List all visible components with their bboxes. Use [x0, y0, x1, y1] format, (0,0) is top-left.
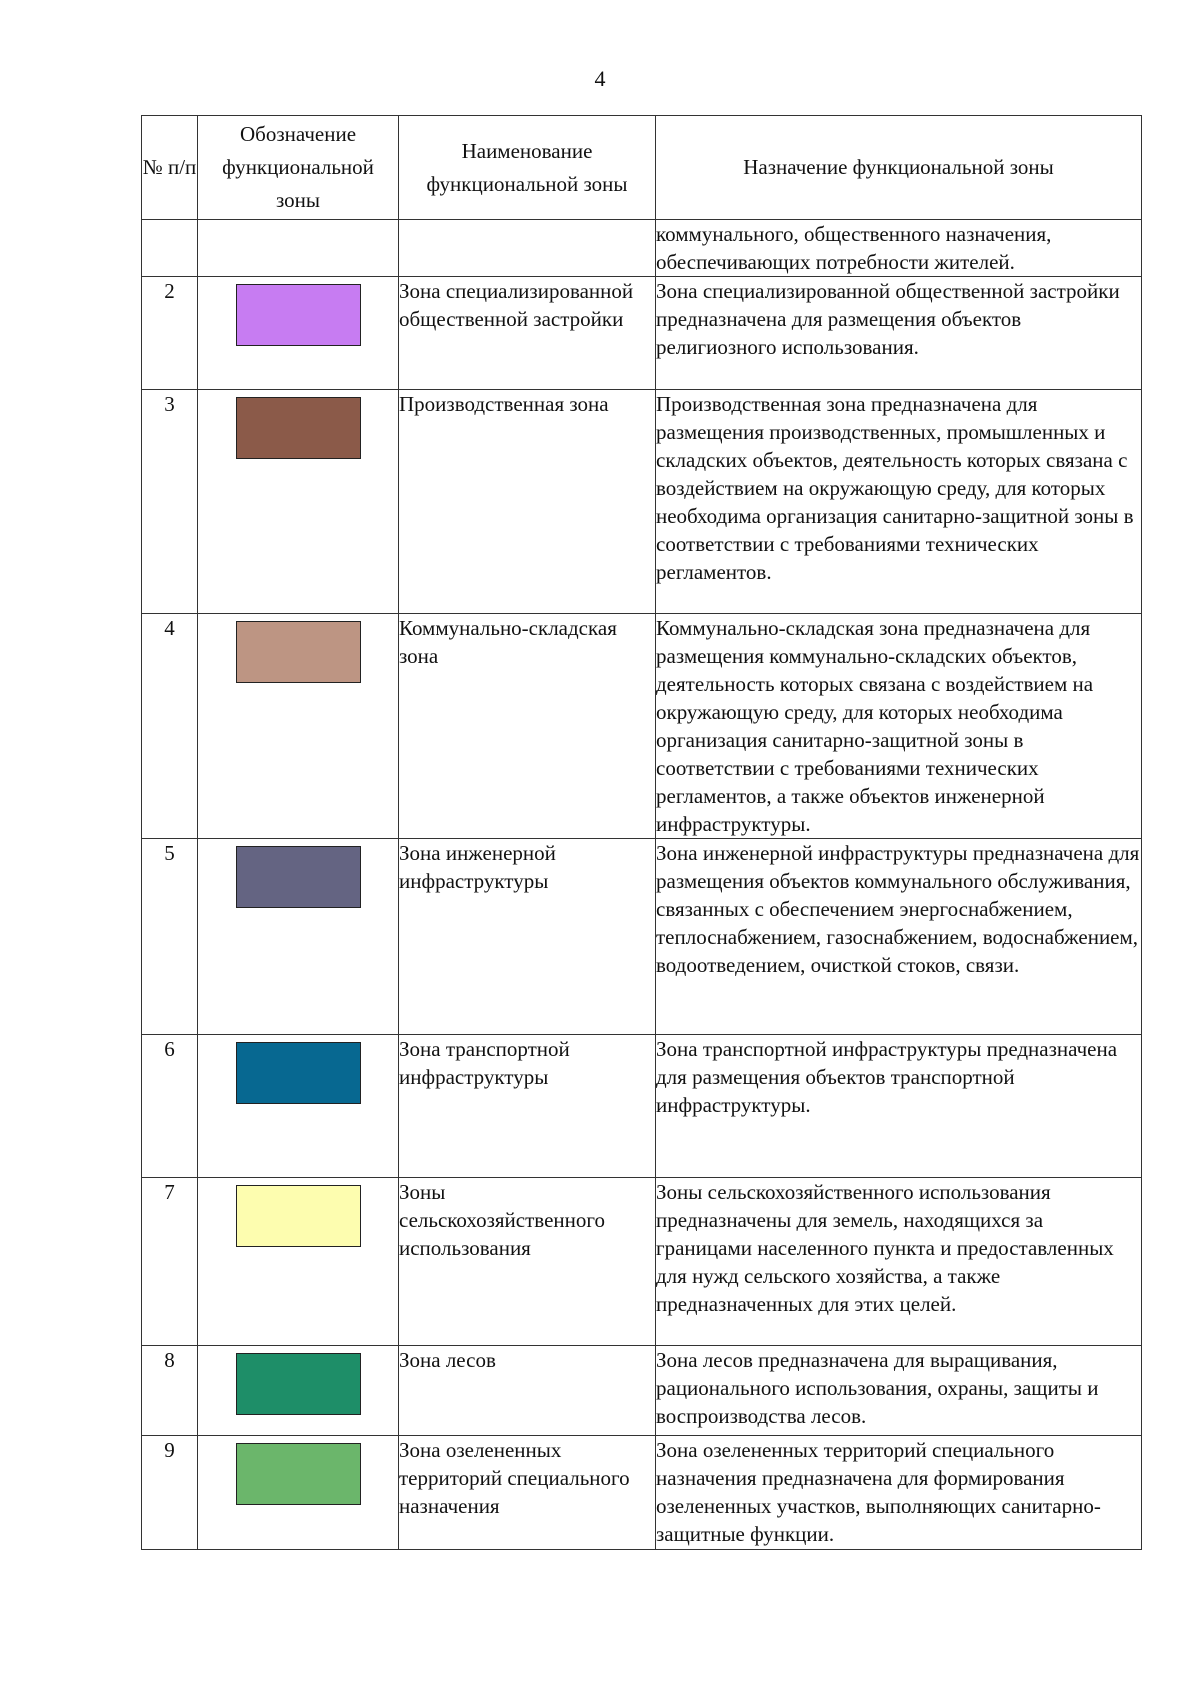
row-number: 2	[142, 277, 198, 390]
zone-purpose: Зона специализированной общественной застройки предназначена для размещения объектов религиозного использования.	[656, 277, 1142, 390]
zone-color-swatch	[236, 621, 361, 683]
zone-designation-cell	[198, 1178, 399, 1346]
row-number: 3	[142, 390, 198, 614]
table-row	[142, 839, 1142, 1035]
row-number: 9	[142, 1436, 198, 1550]
zone-purpose: Зона инженерной инфраструктуры предназначена для размещения объектов коммунального обслуживания, связанных с обеспечением энергоснабжением, теплоснабжением, газоснабжением, водоснабжением, водоотведением, очисткой стоков, связи.	[656, 839, 1142, 1035]
zone-purpose: Зона озелененных территорий специального назначения предназначена для формирования озелененных участков, выполняющих санитарно-защитные функции.	[656, 1436, 1142, 1550]
zone-color-swatch	[236, 1353, 361, 1415]
zone-name: Зона специализированной общественной застройки	[399, 277, 656, 390]
row-number: 5	[142, 839, 198, 1035]
table-row	[142, 1436, 1142, 1550]
zone-color-swatch	[236, 397, 361, 459]
zone-color-swatch	[236, 1443, 361, 1505]
zone-designation-cell	[198, 390, 399, 614]
zone-name: Зона инженерной инфраструктуры	[399, 839, 656, 1035]
zone-designation-cell	[198, 277, 399, 390]
zone-purpose: Коммунально-складская зона предназначена для размещения коммунально-складских объектов, деятельность которых связана с воздействием на окружающую среду, для которых необходима организация санитарно-защитной зоны в соответствии с требованиями технических регламентов, а также объектов инженерной инфраструктуры.	[656, 614, 1142, 839]
page-number: 4	[594, 66, 606, 91]
zone-designation-cell	[198, 614, 399, 839]
table-header-row	[142, 116, 1142, 220]
header-name: Наименование функциональной зоны	[399, 116, 656, 220]
table-row	[142, 1178, 1142, 1346]
table-row	[142, 277, 1142, 390]
zone-designation-cell	[198, 839, 399, 1035]
zone-name: Коммунально-складская зона	[399, 614, 656, 839]
row-number: 4	[142, 614, 198, 839]
table-row	[142, 1035, 1142, 1178]
zone-name: Зона лесов	[399, 1346, 656, 1436]
zone-color-swatch	[236, 1042, 361, 1104]
table-row	[142, 1346, 1142, 1436]
header-num: № п/п	[142, 116, 198, 220]
zone-color-swatch	[236, 846, 361, 908]
functional-zones-table	[141, 115, 1142, 1550]
zone-designation-cell	[198, 1346, 399, 1436]
zone-color-swatch	[236, 284, 361, 346]
zone-purpose: Зона транспортной инфраструктуры предназначена для размещения объектов транспортной инфраструктуры.	[656, 1035, 1142, 1178]
zone-designation-cell	[198, 1035, 399, 1178]
table-row	[142, 390, 1142, 614]
zone-name: Зоны сельскохозяйственного использования	[399, 1178, 656, 1346]
zone-color-swatch	[236, 1185, 361, 1247]
header-designation: Обозначение функциональной зоны	[198, 116, 399, 220]
continuation-row	[142, 220, 1142, 277]
row-number: 8	[142, 1346, 198, 1436]
zone-name: Производственная зона	[399, 390, 656, 614]
zone-purpose: Производственная зона предназначена для размещения производственных, промышленных и складских объектов, деятельность которых связана с воздействием на окружающую среду, для которых необходима организация санитарно-защитной зоны в соответствии с требованиями технических регламентов.	[656, 390, 1142, 614]
zone-name: Зона озелененных территорий специального назначения	[399, 1436, 656, 1550]
zone-name: Зона транспортной инфраструктуры	[399, 1035, 656, 1178]
continuation-name-cell	[399, 220, 656, 277]
zone-designation-cell	[198, 1436, 399, 1550]
continuation-designation-cell	[198, 220, 399, 277]
zone-purpose: Зоны сельскохозяйственного использования предназначены для земель, находящихся за границами населенного пункта и предоставленных для нужд сельского хозяйства, а также предназначенных для этих целей.	[656, 1178, 1142, 1346]
header-purpose: Назначение функциональной зоны	[656, 116, 1142, 220]
zone-purpose: Зона лесов предназначена для выращивания, рационального использования, охраны, защиты и воспроизводства лесов.	[656, 1346, 1142, 1436]
row-number: 6	[142, 1035, 198, 1178]
table-row	[142, 614, 1142, 839]
row-number: 7	[142, 1178, 198, 1346]
continuation-num-cell	[142, 220, 198, 277]
continuation-purpose: коммунального, общественного назначения, обеспечивающих потребности жителей.	[656, 220, 1142, 277]
